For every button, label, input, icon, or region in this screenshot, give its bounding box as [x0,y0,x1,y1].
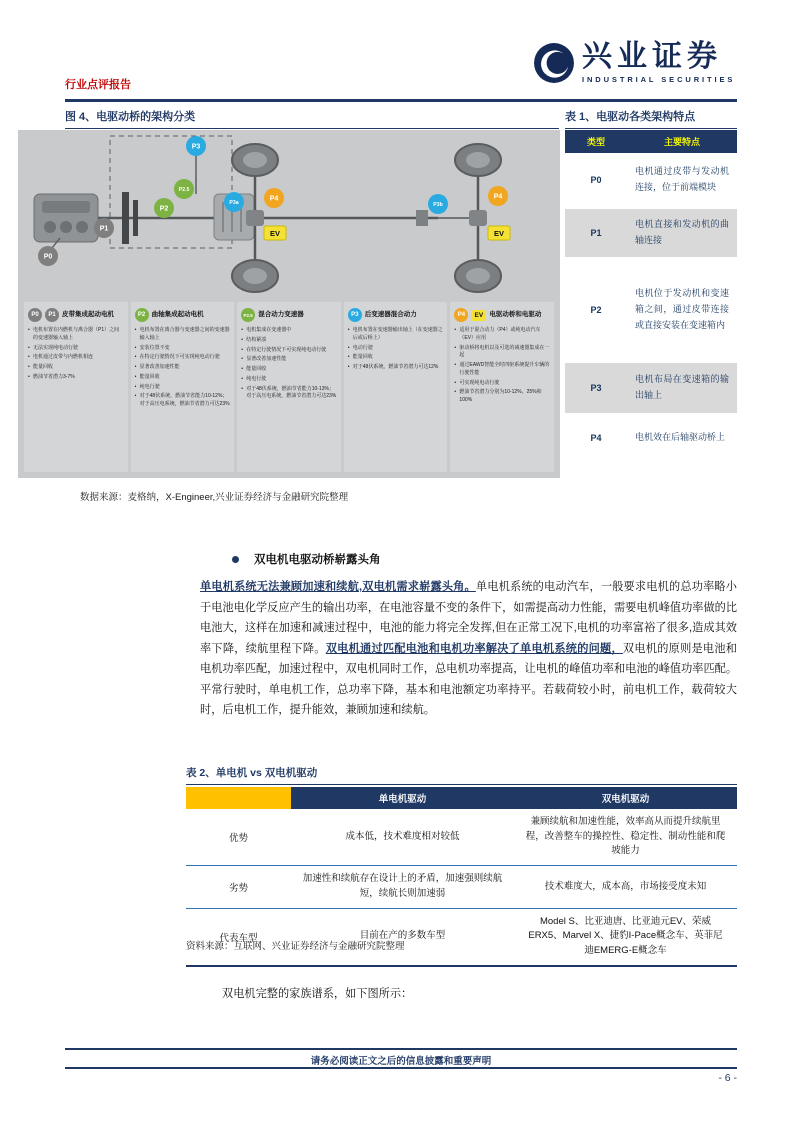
logo-swirl-icon [533,42,575,84]
table2-row-label: 优势 [228,833,248,845]
table2-row-label: 代表车型 [219,932,258,944]
legend-bullet: • 电机通过皮带与内燃机相连 [28,354,124,362]
legend-column-p3 [344,302,448,472]
flywheel-bar [122,192,129,244]
svg-text:P0: P0 [43,253,53,261]
section-heading-text: 双电机电驱动桥崭露头角 [254,554,381,566]
table2-single-cell: 加速性和续航存在设计上的矛盾，加速强则续航短，续航长则加速弱 [302,873,503,899]
table-row [186,809,737,866]
rear-diff [469,210,487,226]
footer-rule-bottom [65,1067,737,1069]
table2-header-row [186,787,737,809]
svg-text:EV: EV [493,229,505,238]
table2-single-cell: 成本低，技术难度相对较低 [345,830,460,842]
table-1-architecture-features [565,130,737,463]
legend-bullet: • 在特定行驶情况下可实现纯电动行驶 [135,354,231,362]
driveshaft-coupling [416,210,428,226]
legend-label: 后变速器混合动力 [364,311,417,319]
front-wheel-top [232,144,278,176]
drivetrain-diagram [18,130,560,298]
svg-text:P3: P3 [191,143,201,151]
table1-title: 表 1、电驱动各类架构特点 [565,108,737,129]
table1-header-feature: 主要特点 [663,137,700,147]
legend-bullets [28,327,124,382]
legend-bullet: • 纯电行驶 [135,384,231,392]
svg-text:P4: P4 [493,193,503,201]
table-row [565,259,737,363]
legend-bullet: • 通过EAWD智能全时四驱系统提升车辆的行驶性能 [454,362,550,378]
table1-type: P4 [590,433,602,443]
badge-ev-rear [488,226,510,240]
legend-bullet: • 显著改善加速性能 [241,356,337,364]
badge-p2-5 [174,179,194,199]
table1-type: P2 [590,305,602,315]
legend-column-p4-ev [450,302,554,472]
legend-column-p0-p1 [24,302,128,472]
table2-dual-cell: Model S、比亚迪唐、比亚迪元EV、荣威ERX5、Marvel X、捷豹I-Pace概念车、英菲尼迪EMERG-E概念车 [528,915,723,957]
legend-bullet: • 对于48伏系统，燃油节省能力10-13%；对于高压电系统，燃油节省潜力可达23% [241,386,337,402]
table1-type: P0 [590,175,602,185]
legend-bullet: • 能量回收 [348,354,444,362]
svg-text:P4: P4 [269,195,279,203]
table2-single-cell: 目前在产的多数车型 [359,930,446,942]
footer-rule-top [65,1048,737,1050]
table2-corner-cell [186,787,291,809]
legend-bullet: • 驱动桥将电机以及可选的减速器集成在一起 [454,345,550,361]
clutch-bar [133,200,138,236]
legend-bullet: • 能量回收 [135,374,231,382]
logo-name-cn: 兴业证券 [582,39,722,74]
rear-wheel-top [455,144,501,176]
table1-header-row [565,130,737,153]
engine-illustration [34,194,98,242]
table-row [565,363,737,415]
svg-text:P2: P2 [159,205,169,213]
legend-bullet: • 电机布置在离合器与变速器之间的变速器输入轴上 [135,327,231,343]
legend-bullet: • 能量回收 [28,364,124,372]
front-diff [246,210,264,226]
table1-feature: 电机效在后轴驱动桥上 [635,432,726,443]
legend-bullets [241,327,337,401]
legend-header [241,306,337,324]
legend-bullet: • 电机布置在内燃机与离合器（P1）之间的变速器输入轴上 [28,327,124,343]
legend-bullet: • 结构紧凑 [241,337,337,345]
figure-legend [18,298,560,478]
legend-label: 电驱动桥和电驱动 [489,311,542,319]
emphasis-sentence-1: 单电机系统无法兼顾加速和续航,双电机需求崭露头角。 [200,581,476,593]
badge-p4-rear [488,186,508,206]
body-text-2: 双电机的原则是电池和电机功率匹配，加速过程中，双电机同时工作，总电机功率提高，让电机的峰值功率和电池的峰值功率匹配。平常行驶时，单电机工作，总功率下降，基本和电池额定功率持平。若载荷较小时，前电机工作，载荷较大时，后电机工作，提升能效，兼顾加速和续航。 [200,642,738,716]
p1-badge: P1 [45,308,59,322]
legend-header [28,306,124,324]
emphasis-sentence-2: 双电机通过匹配电池和电机功率解决了单电机系统的问题， [325,642,623,655]
body-paragraph [200,577,737,721]
closing-text: 双电机完整的家族谱系，如下图所示： [222,988,413,1000]
legend-bullet: • 对于48伏系统，燃油节省能力10-12%；对于高压电系统，燃油节省潜力可达23% [135,393,231,409]
p4-badge: P4 [454,308,468,322]
legend-bullet: • 安装位置不变 [135,345,231,353]
header-rule [65,99,737,102]
table2-header-dual: 双电机驱动 [514,787,737,809]
table2-title: 表 2、单电机 vs 双电机驱动 [186,765,737,785]
legend-bullet: • 可实现纯电动行驶 [454,380,550,388]
logo-name-en: INDUSTRIAL SECURITIES [582,75,736,84]
body-text-1: 单电机系统的电动汽车，一般要求电机的总功率略小于电池电化学反应产生的输出功率，在电池容量不变的条件下，如需提高动力性能，需要电机峰值功率做的比电池大，这样在加速和减速过程中，电池的能力将完全发挥,但在正常工况下,电机的功率富裕了很多,造成其效率下降，续航里程下降。 [200,581,738,655]
table2-header-single: 单电机驱动 [291,787,514,809]
brand-logo [533,39,736,84]
legend-bullet: • 无法实现纯电动行驶 [28,345,124,353]
table-row [565,153,737,209]
legend-bullet: • 在特定行驶情况下可实现纯电动行驶 [241,347,337,355]
svg-text:P3b: P3b [433,202,443,208]
legend-bullets [135,327,231,409]
legend-bullet: • 燃油节省潜力分别为10-12%、25%和100% [454,389,550,405]
svg-text:P1: P1 [99,225,109,233]
legend-label: 皮带集成起动电机 [62,311,114,319]
table1-feature: 电机通过皮带与发动机连接，位于前端模块 [635,166,729,192]
svg-text:P3a: P3a [229,200,239,206]
svg-text:P2.5: P2.5 [178,187,190,193]
badge-p1 [94,218,114,238]
legend-bullet: • 能量回收 [241,366,337,374]
legend-bullet: • 燃油节省潜力3-7% [28,374,124,382]
table-row [565,209,737,259]
p3-badge: P3 [348,308,362,322]
legend-header [348,306,444,324]
table-row [565,415,737,463]
bullet-dot-icon [232,556,239,563]
legend-column-p2-5 [237,302,341,472]
footer-disclaimer: 请务必阅读正文之后的信息披露和重要声明 [310,1056,492,1067]
badge-p3a [224,192,244,212]
svg-text:EV: EV [269,229,281,238]
table1-type: P1 [590,228,602,238]
legend-column-p2 [131,302,235,472]
legend-bullets [454,327,550,405]
ev-badge: EV [471,310,486,321]
legend-bullet: • 适用于混合动力（P4）或纯电动汽车（EV）应用 [454,327,550,343]
rear-wheel-bottom [455,260,501,292]
table2-dual-cell: 技术难度大，成本高，市场接受度未知 [544,880,707,892]
badge-p3 [186,136,206,156]
table2-dual-cell: 兼顾续航和加速性能，效率高从而提升续航里程，改善整车的操控性、稳定性、制动性能和爬坡能力 [525,816,726,857]
figure-4-drivetrain-architecture [18,130,560,478]
table1-feature: 电机位于发动机和变速箱之间，通过皮带连接或直接安装在变速箱内 [635,288,729,330]
legend-label: 曲轴集成起动电机 [151,311,204,319]
report-type-label: 行业点评报告 [65,79,131,91]
table1-feature: 电机直接和发动机的曲轴连接 [635,219,729,245]
figure4-source-note: 数据来源：麦格纳，X-Engineer,兴业证券经济与金融研究院整理 [80,492,349,503]
front-wheel-bottom [232,260,278,292]
legend-bullet: • 电机集成在变速器中 [241,327,337,335]
table-row [186,866,737,908]
table2-source-note: 资料来源：互联网、兴业证券经济与金融研究院整理 [186,941,405,952]
p0-badge: P0 [28,308,42,322]
p2-badge: P2 [135,308,149,322]
legend-bullet: • 对于48伏系统，燃油节省潜力可达12% [348,364,444,372]
table1-type: P3 [590,383,602,393]
legend-bullet: • 显著改善加速性能 [135,364,231,372]
legend-header [454,306,550,324]
legend-bullets [348,327,444,372]
section-heading [232,551,381,567]
legend-bullet: • 电动行驶 [348,345,444,353]
table2-row-label: 劣势 [228,882,248,894]
legend-bullet: • 纯电行驶 [241,376,337,384]
table1-header-type: 类型 [586,137,605,147]
p2-5-badge: P2.5 [241,308,255,322]
legend-header [135,306,231,324]
page-number: - 6 - [718,1072,737,1084]
badge-p2 [154,198,174,218]
figure4-title: 图 4、电驱动桥的架构分类 [65,108,559,129]
table1-feature: 电机布局在变速箱的输出轴上 [635,374,729,400]
logo-text [582,39,736,84]
badge-ev-front [264,226,286,240]
badge-p3b [428,194,448,214]
rear-axle [428,144,501,292]
legend-label: 混合动力变速器 [258,311,304,319]
badge-p4-front [264,188,284,208]
legend-bullet: • 电机布置在变速器输出轴上（在变速器之后或后桥上） [348,327,444,343]
